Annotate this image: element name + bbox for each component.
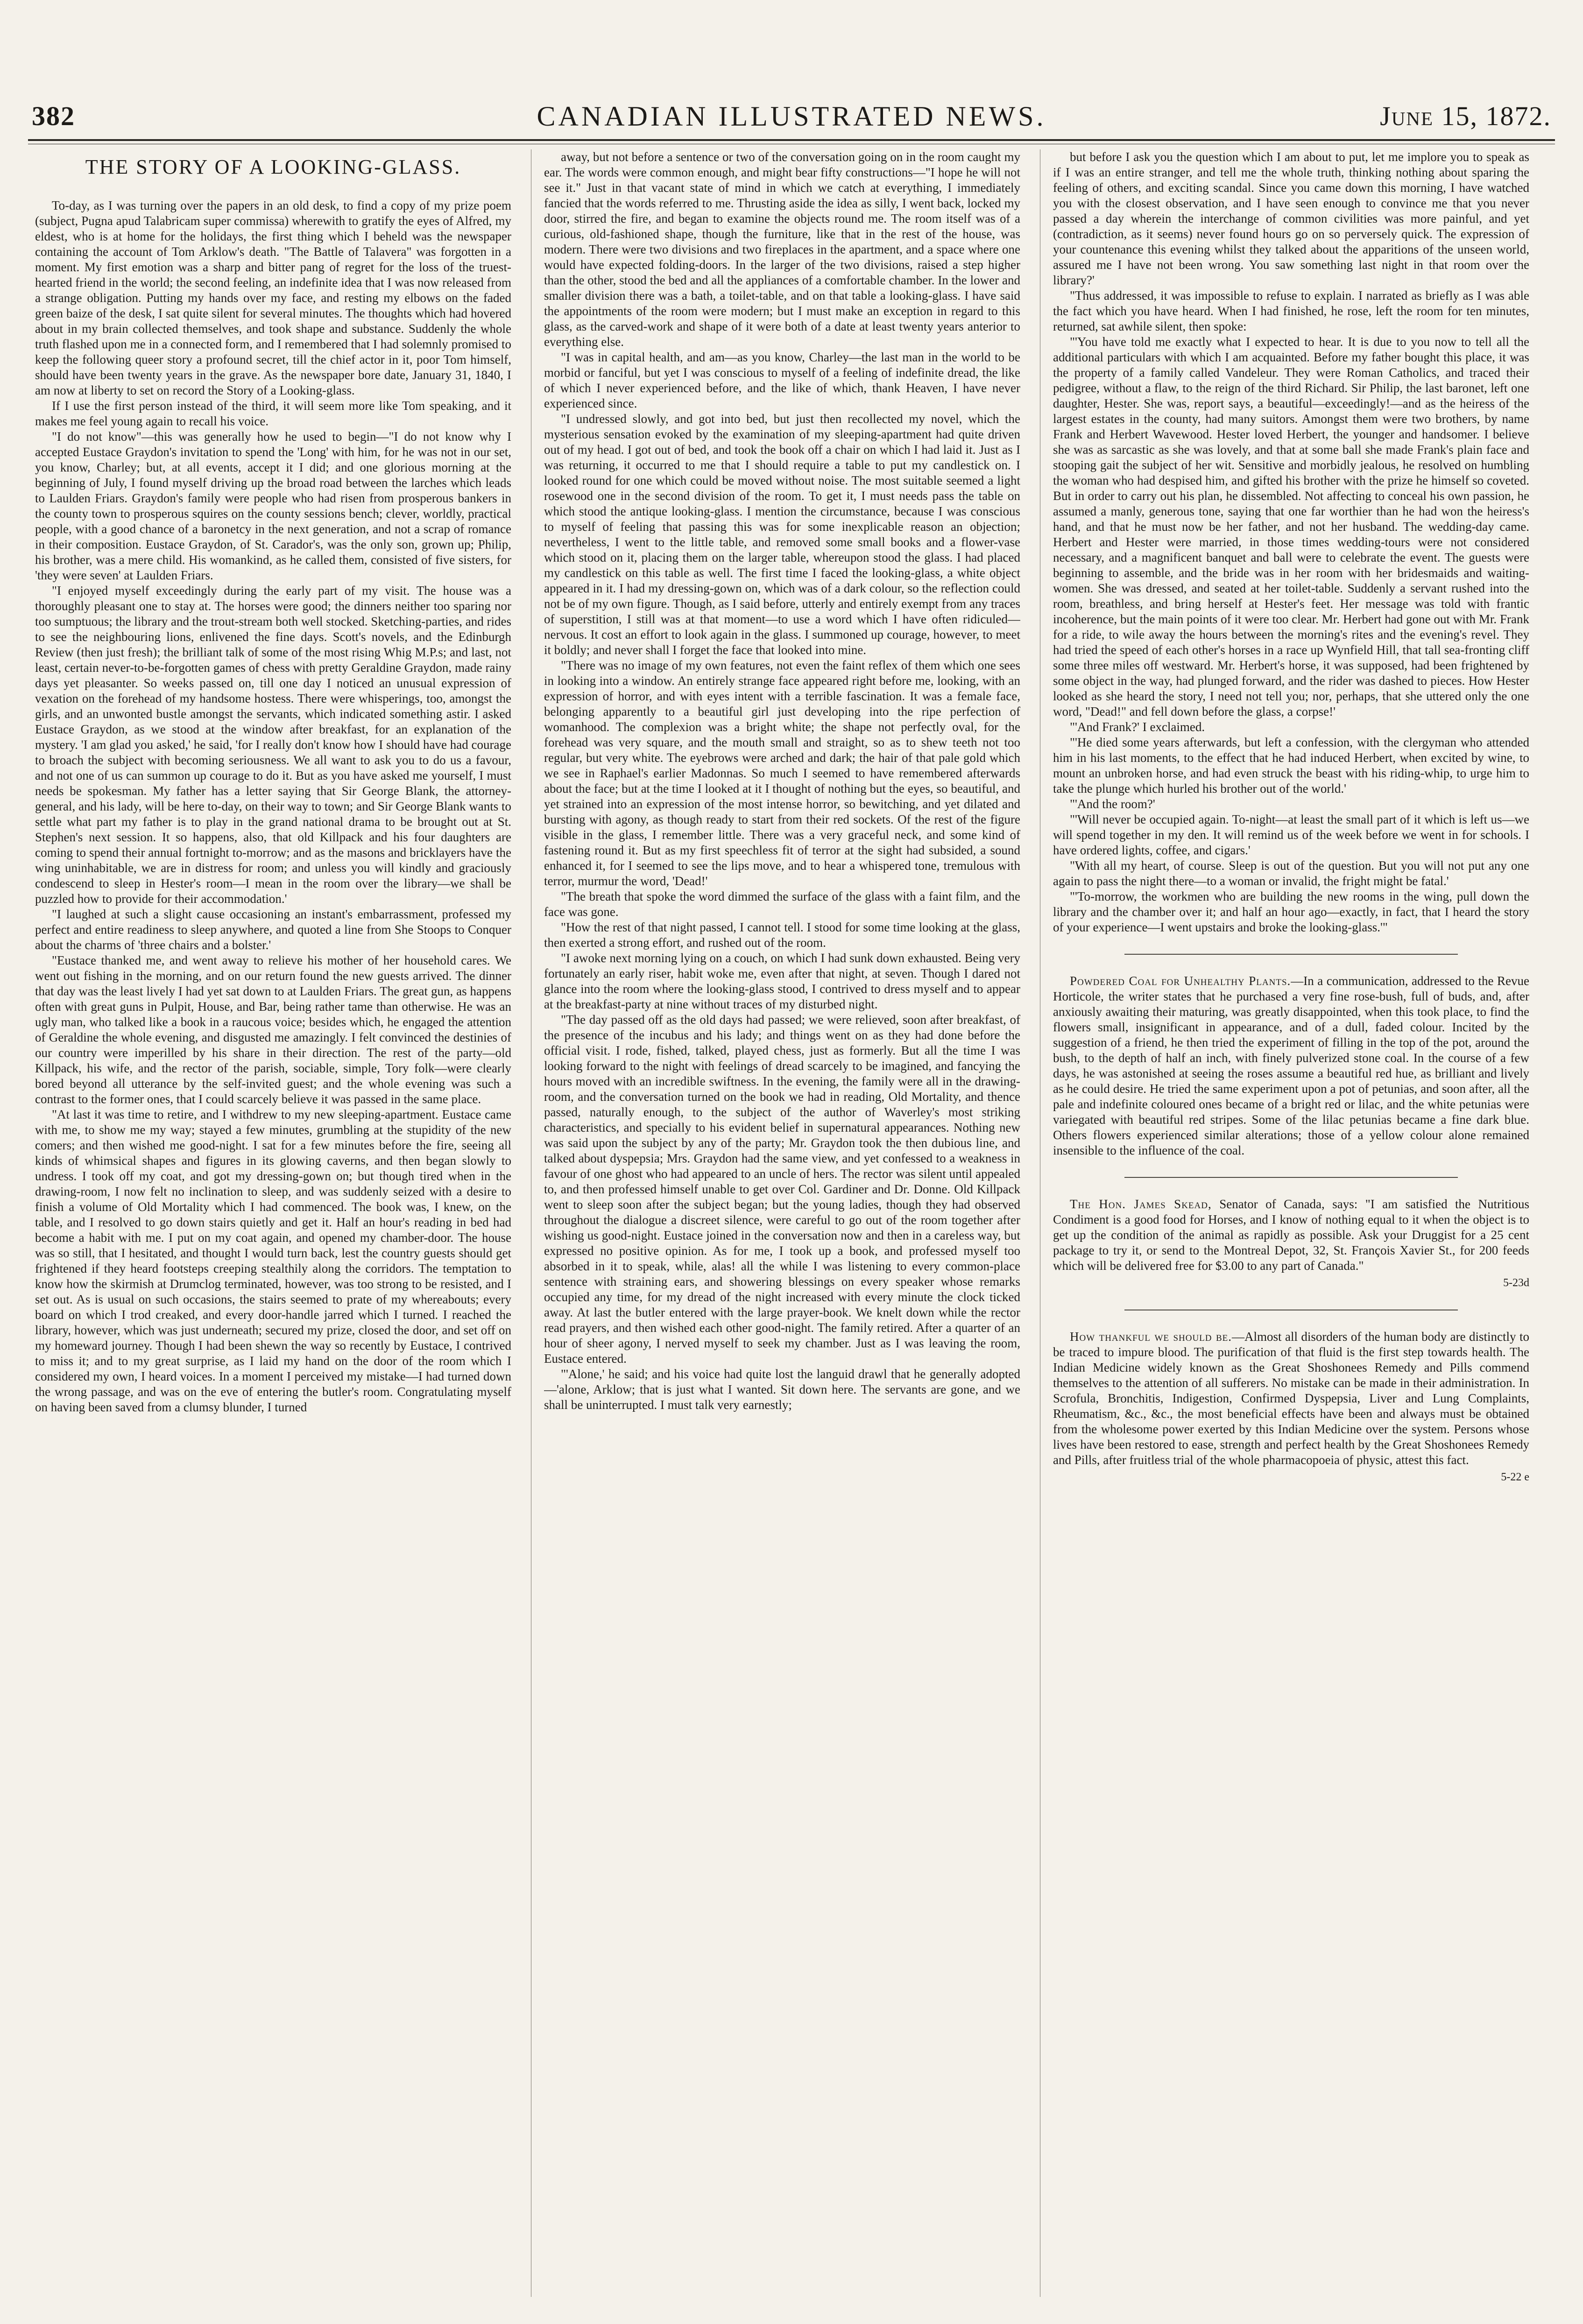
story-paragraph: "'And Frank?' I exclaimed.	[1070, 720, 1205, 734]
page-number: 382	[32, 101, 75, 131]
notice-body: Senator of Canada, says: "I am satisfied the Nutritious Condiment is a good food for Horses, and I know of nothing equal to it when the object is to get up the condition of the animal as rapidly as possible. Ask your Druggist for a 25 cent package to try it, or send to the Montreal Depot, 32, St. François Xavier St., for 200 feeds which will be delivered free for $3.00 to any part of Canada."	[1053, 1197, 1529, 1273]
notice-text	[1053, 1329, 1529, 1468]
story-paragraph: "'To-morrow, the workmen who are building the new rooms in the wing, pull down the library and the chamber over it; and half an hour ago—exactly, in fact, that I heard the story of your experience—I went upstairs and broke the looking-glass.'"	[1053, 889, 1529, 934]
story-paragraph: "'He died some years afterwards, but left a confession, with the clergyman who attended him in his last moments, to the effect that he had induced Herbert, when excited by wine, to mount an unbroken horse, and had even struck the beast with his riding-whip, to urge him to take the plunge which hurled his brother out of the world.'	[1053, 735, 1529, 796]
story-paragraph: "'And the room?'	[1070, 797, 1155, 811]
notice-body: —In a communication, addressed to the Revue Horticole, the writer states that he purchased a very fine rose-bush, full of buds, and, after anxiously awaiting their maturing, was greatly disappointed, when this took place, to find the flowers small, insignificant in appearance, and of a dull, faded colour. Incited by the suggestion of a friend, he then tried the experiment of filling in the top of the pot, around the bush, to the depth of half an inch, with finely pulverized stone coal. In the course of a few days, he was astonished at seeing the roses assume a beautiful red hue, as brilliant and lively as he could desire. He tried the same experiment upon a pot of petunias, and soon after, all the pale and indefinite coloured ones became of a bright red or lilac, and the white petunias were variegated with beautiful red stripes. Some of the lilac petunias became a fine dark blue. Others flowers experienced similar alterations; those of a yellow colour alone remained insensible to the influence of the coal.	[1053, 974, 1529, 1157]
story-paragraph: If I use the first person instead of the third, it will seem more like Tom speaking, and it makes me feel young again to recall his voice.	[35, 399, 511, 428]
story-paragraph: "There was no image of my own features, not even the faint reflex of them which one sees in looking into a window. An entirely strange face appeared right before me, looking, with an expression of horror, and with eyes intent with a terrible fascination. It was a female face, belonging apparently to a beautiful girl just developing into the ripe perfection of womanhood. The complexion was a bright white; the shape not perfectly oval, for the forehead was very square, and the mouth small and straight, so as to shew teeth not too regular, but very white. The eyebrows were arched and dark; the hair of that pale gold which we see in Raphael's earlier Madonnas. So much I seemed to have remembered afterwards about the face; but at the time I looked at it I thought of nothing but the eyes, so beautiful, and yet strained into an expression of the most intense horror, so bewitching, and yet dilated and bursting with agony, as though ready to start from their red sockets. Of the rest of the figure visible in the glass, I remember little. There was a very graceful neck, and some kind of fastening round it. But as my first speechless fit of terror at the sight had subsided, a sound enhanced it, for I seemed to see the lips move, and to hear a whispered tone, tremulous with terror, murmur the word, 'Dead!'	[544, 658, 1020, 888]
column-1	[35, 149, 511, 2297]
story-paragraph: "Eustace thanked me, and went away to relieve his mother of her household cares. We went out fishing in the morning, and on our return found the new guests arrived. The dinner that day was the least lively I had yet sat down to at Laulden Friars. The great gun, as happens often with great guns in Pulpit, House, and Bar, being rather tame than otherwise. He was an ugly man, who talked like a book in a raucous voice; besides which, he engaged the attention of Geraldine the whole evening, and disgusted me amazingly. I felt convinced the destinies of our country were imperilled by his share in their direction. The rest of the party—old Killpack, his wife, and the rector of the parish, sociable, simple, Tory folk—were clearly bored beyond all utterance by the self-invited guest; and the whole evening was such a contrast to the former ones, that I could scarcely believe it was passed in the same place.	[35, 953, 511, 1106]
issue-date: June 15, 1872.	[1380, 101, 1551, 131]
notice-code: 5-22 e	[1501, 1471, 1529, 1483]
story-paragraph: "Thus addressed, it was impossible to refuse to explain. I narrated as briefly as I was able the fact which you have heard. When I had finished, he rose, left the room for ten minutes, returned, sat awhile silent, then spoke:	[1053, 289, 1529, 333]
story-title: THE STORY OF A LOOKING-GLASS.	[85, 155, 461, 178]
story-paragraph: "'Alone,' he said; and his voice had quite lost the languid drawl that he generally adopted—'alone, Arklow; that is just what I wanted. Sit down here. The servants are gone, and we shall be uninterrupted. I must talk very earnestly;	[544, 1367, 1020, 1412]
section-separator	[1124, 1177, 1458, 1178]
notice-headline: The Hon. James Skead,	[1070, 1197, 1212, 1211]
notice-headline: How thankful we should be.	[1070, 1330, 1232, 1344]
story-paragraphs	[1053, 149, 1529, 935]
story-paragraph: "'Will never be occupied again. To-night—at least the small part of it which is left us—we will spend together in my den. It will remind us of the week before we went in for schools. I have ordered lights, coffee, and cigars.'	[1053, 812, 1529, 857]
notice-code: 5-23d	[1503, 1277, 1529, 1289]
story-paragraph: "I awoke next morning lying on a couch, on which I had sunk down exhausted. Being very fortunately an early riser, habit woke me, even after that night, at seven. Though I dared not glance into the room where the looking-glass stood, I contrived to dress myself and to appear at the breakfast-party at nine without traces of my disturbed night.	[544, 951, 1020, 1011]
story-paragraph: "At last it was time to retire, and I withdrew to my new sleeping-apartment. Eustace came with me, to show me my way; stayed a few minutes, grumbling at the stupidity of the new comers; and then wished me good-night. I sat for a few minutes before the fire, seeing all kinds of whimsical shapes and figures in its glowing caverns, and then began slowly to undress. I took off my coat, and got my dressing-gown on; but though tired when in the drawing-room, I now felt no inclination to sleep, and was suddenly seized with a desire to finish a volume of Old Mortality which I had commenced. The book was, I knew, on the table, and I resolved to go down stairs quietly and get it. Half an hour's reading in bed had become a habit with me. I put on my coat again, and opened my chamber-door. The house was so still, that I hesitated, and thought I would turn back, lest the country guests should get frightened if they heard footsteps creeping stealthily along the corridors. The temptation to know how the skirmish at Drumclog terminated, however, was too strong to be resisted, and I set out. As is usual on such occasions, the stairs seemed to prate of my whereabouts; every board on which I trod creaked, and every door-handle jarred which I turned. I reached the library, however, which was just underneath; secured my prize, closed the door, and set off on my homeward journey. Though I had been shewn the way so recently by Eustace, I contrived to miss it; and to my great surprise, as I laid my hand on the door of the room which I considered my own, I heard voices. In a moment I perceived my mistake—I had turned down the wrong passage, and was on the eve of entering the butler's room. Congratulating myself on having been saved from a clumsy blunder, I turned	[35, 1107, 511, 1414]
paper-title: CANADIAN ILLUSTRATED NEWS.	[537, 101, 1046, 132]
notice-shoshonees-remedy	[1053, 1329, 1529, 1485]
story-paragraph: but before I ask you the question which I am about to put, let me implore you to speak as if I was an entire stranger, and tell me the whole truth, thinking nothing about sparing the feeling of others, and exciting scandal. Since you came down this morning, I have watched you with the closest observation, and I have seen enough to convince me that you never passed a day wherein the interchange of common civilities was more painful, and yet (contradiction, as it seems) never found hours go on so perversely quick. The expression of your countenance this evening whilst they talked about the apparitions of the unseen world, assured me I have not been wrong. You saw something last night in that room over the library?'	[1053, 150, 1529, 287]
masthead-rule	[28, 139, 1555, 141]
story-paragraph: "How the rest of that night passed, I cannot tell. I stood for some time looking at the glass, then exerted a strong effort, and rushed out of the room.	[544, 920, 1020, 950]
story-paragraph: "I undressed slowly, and got into bed, but just then recollected my novel, which the mysterious sensation evoked by the examination of my sleeping-apartment had quite driven out of my head. I got out of bed, and took the book off a chair on which I had laid it. Just as I was returning, it occurred to me that I should require a table to put my candlestick on. I looked round for one which could be moved without noise. The most suitable seemed a light rosewood one in the second division of the room. To get it, I must needs pass the table on which stood the antique looking-glass. I mention the circumstance, because I was conscious to myself of feeling that passing this was for some inexplicable reason an objection; nevertheless, I went to the little table, and removed some small books and a flower-vase which stood on it, placing them on the larger table, whereupon stood the glass. I had placed my candlestick on this table as well. The first time I faced the looking-glass, a white object appeared in it. I had my dressing-gown on, which was of a dark colour, so the reflection could not be of my own figure. Though, as I said before, utterly and entirely exempt from any traces of superstition, I still was at that moment—to use a word which I have often ridiculed—nervous. It cost an effort to look again in the glass. I summoned up courage, however, to meet it boldly; and never shall I forget the face that looked into mine.	[544, 412, 1020, 657]
story-paragraph: "With all my heart, of course. Sleep is out of the question. But you will not put any one again to pass the night there—to a woman or invalid, the fright might be fatal.'	[1053, 859, 1529, 888]
story-paragraph: "I was in capital health, and am—as you know, Charley—the last man in the world to be morbid or fanciful, but yet I was conscious to myself of a feeling of indefinite dread, the like of which I never experienced before, and the like of which, thank Heaven, I have never experienced since.	[544, 350, 1020, 410]
story-paragraphs	[35, 198, 511, 1415]
story-paragraph: away, but not before a sentence or two of the conversation going on in the room caught my ear. The words were common enough, and might bear fifty constructions—"I hope he will not see it." Just in that vacant state of mind in which we catch at everything, I immediately fancied that the words referred to me. Thrusting aside the idea as silly, I went back, locked my door, stirred the fire, and began to examine the objects round me. The room itself was of a curious, old-fashioned shape, though the furniture, like that in the rest of the house, was modern. There were two divisions and two fireplaces in the apartment, and a space where one would have expected folding-doors. In the larger of the two divisions, raised a step higher than the other, stood the bed and all the appliances of a comfortable chamber. In the lower and smaller division there was a bath, a toilet-table, and on that table a looking-glass. I have said the appointments of the room were modern; but I must make an exception in regard to this glass, as the carved-work and shape of it were both of a date at least twenty years anterior to everything else.	[544, 150, 1020, 349]
notice-body: —Almost all disorders of the human body are distinctly to be traced to impure blood. The purification of that fluid is the first step towards health. The Indian Medicine widely known as the Great Shoshonees Remedy and Pills commend themselves to the attention of all sufferers. No mistake can be made in their administration. In Scrofula, Bronchitis, Indigestion, Confirmed Dyspepsia, Liver and Lung Complaints, Rheumatism, &c., &c., the most beneficial effects have been and always must be obtained from the wholesome power exerted by this Indian Medicine over the system. Persons whose lives have been restored to ease, strength and perfect health by the Great Shoshonees Remedy and Pills, after fruitless trial of the whole pharmacopoeia of physic, attest this fact.	[1053, 1330, 1529, 1467]
notice-text	[1053, 973, 1529, 1158]
story-paragraph: "I enjoyed myself exceedingly during the early part of my visit. The house was a thoroughly pleasant one to stay at. The horses were good; the dinners neither too sparing nor too sumptuous; the library and the trout-stream both well stocked. Sketching-parties, and rides to see the neighbouring lions, enlivened the fine days. Scott's novels, and the Edinburgh Review (then just fresh); the brilliant talk of some of the most rising Whig M.P.s; and last, not least, certain never-to-be-forgotten games of chess with pretty Geraldine Graydon, made rainy days yet pleasanter. So weeks passed on, till one day I noticed an unusual expression of vexation on the forehead of my handsome hostess. There were whisperings, too, amongst the girls, and an unwonted bustle amongst the servants, which indicated something astir. I asked Eustace Graydon, as we stood at the window after breakfast, for an explanation of the mystery. 'I am glad you asked,' he said, 'for I really don't know how I should have had courage to broach the subject with becoming seriousness. We all want to ask you to do us a favour, and not one of us can summon up courage to do it. But as you have asked me yourself, I must needs be spokesman. My father has a letter saying that Sir George Blank, the attorney-general, and his lady, will be here to-day, on their way to town; and Sir George Blank wants to settle what part my father is to play in the grand national drama to be brought out at St. Stephen's next session. It so happens, also, that old Killpack and his four daughters are coming to spend their annual fortnight to-morrow; and as the masons and bricklayers have the wing uninhabitable, we are in distress for room; and unless you will kindly and graciously condescend to sleep in Hester's room—I mean in the room over the library—we shall be puzzled how to provide for their accommodation.'	[35, 584, 511, 906]
notice-powdered-coal	[1053, 973, 1529, 1158]
masthead	[28, 100, 1555, 142]
story-paragraph: "I do not know"—this was generally how he used to begin—"I do not know why I accepted Eustace Graydon's invitation to spend the 'Long' with him, for he was not in our set, you know, Charley; but, at all events, accept it I did; and one glorious morning at the beginning of July, I found myself driving up the broad road between the larches which leads to Laulden Friars. Graydon's family were people who had risen from prosperous bankers in the county town to prosperous squires on the county sessions bench; clever, worldly, practical people, with a good chance of a baronetcy in the next generation, and not a scrap of romance in their composition. Eustace Graydon, of St. Carador's, was the only son, grown up; Philip, his brother, was a mere child. His womankind, as he called them, consisted of five sisters, for 'they were seven' at Laulden Friars.	[35, 430, 511, 582]
column-2	[544, 149, 1020, 2297]
notice-text	[1053, 1197, 1529, 1274]
column-3	[1053, 149, 1529, 2297]
notice-nutritious-condiment	[1053, 1197, 1529, 1291]
story-paragraphs	[544, 149, 1020, 1413]
story-paragraph: To-day, as I was turning over the papers in an old desk, to find a copy of my prize poem (subject, Pugna apud Talabricam super commissa) wherewith to gratify the eyes of Alfred, my eldest, who is at home for the holidays, the first thing which I beheld was the newspaper containing the account of Tom Arklow's death. "The Battle of Talavera" was forgotten in a moment. My first emotion was a sharp and bitter pang of regret for the loss of the truest-hearted friend in the world; the second feeling, an indefinite idea that I was now released from a strange obligation. Putting my hands over my face, and resting my elbows on the faded green baize of the desk, I sat quite silent for several minutes. The thoughts which had hovered about in my brain collected themselves, and took shape and substance. Suddenly the whole truth flashed upon me in a connected form, and I remembered that I had solemnly promised to keep the following queer story a profound secret, till the chief actor in it, poor Tom himself, should have been twenty years in the grave. As the newspaper bore date, January 31, 1840, I am now at liberty to set on record the Story of a Looking-glass.	[35, 198, 511, 397]
notice-headline: Powdered Coal for Unhealthy Plants.	[1070, 974, 1291, 988]
story-paragraph: "The breath that spoke the word dimmed the surface of the glass with a faint film, and the face was gone.	[544, 889, 1020, 919]
story-paragraph: "The day passed off as the old days had passed; we were relieved, soon after breakfast, of the presence of the incubus and his lady; and things went on as they had done before the official visit. I rode, fished, talked, played chess, just as formerly. But all the time I was looking forward to the night with feelings of dread scarcely to be imagined, and fancying the hours moved with an incredible swiftness. In the evening, the family were all in the drawing-room, and the conversation turned on the book we had in reading, Old Mortality, and thence passed, naturally enough, to the subject of the author of Waverley's most striking characteristics, and specially to his evident belief in supernatural appearances. Nothing new was said upon the subject by any of the party; Mr. Graydon took the then dubious line, and talked about dyspepsia; Mrs. Graydon had the same view, and yet confessed to a weakness in favour of one ghost who had appeared to an uncle of hers. The rector was silent until appealed to, and then professed himself unable to get over Col. Gardiner and Dr. Donne. Old Killpack went to sleep soon after the subject began; but the young ladies, though they had observed throughout the dialogue a discreet silence, were careful to go out of the room together after wishing us good-night. Eustace joined in the conversation now and then in a careless way, but expressed no positive opinion. As for me, I took up a book, and professed myself too absorbed in it to speak, while, alas! all the while I was listening to every common-place sentence with straining ears, and showering blessings on every speaker whose remarks occupied any time, for my dread of the night increased with every minute the clock ticked away. At last the butler entered with the large prayer-book. We knelt down while the rector read prayers, and then wished each other good-night. The family retired. After a quarter of an hour of sheer agony, I nerved myself to seek my chamber. Just as I was leaving the room, Eustace entered.	[544, 1013, 1020, 1366]
story-paragraph: "'You have told me exactly what I expected to hear. It is due to you now to tell all the additional particulars with which I am acquainted. Before my father bought this place, it was the property of a family called Vandeleur. They were Roman Catholics, and traced their pedigree, without a flaw, to the reign of the third Richard. Sir Philip, the last baronet, left one daughter, Hester. She was, report says, a beautiful—exceedingly!—and as the heiress of the largest estates in the county, had many suitors. Amongst them were two brothers, by name Frank and Herbert Wavewood. Hester loved Herbert, the younger and handsomer. I believe she was as sarcastic as she was lovely, and that at some ball she made Frank's plain face and stooping gait the subject of her wit. Sensitive and morbidly jealous, he resolved on humbling the woman who had despised him, and gifted his brother with the prize he himself so coveted. But in order to carry out his plan, he dissembled. Not affecting to conceal his own passion, he assumed a manly, generous tone, saying that one far worthier than he had won the heiress's hand, and that he must now be her father, and not her husband. The wedding-day came. Herbert and Hester were married, in those times wedding-tours were not considered necessary, and a magnificent banquet and ball were to celebrate the event. The guests were beginning to assemble, and the bride was in her room with her bridesmaids and waiting-women. She was dressed, and seated at her toilet-table. Suddenly a servant rushed into the room, breathless, and bring herself at Hester's feet. Her message was told with frantic incoherence, but the main points of it were too clear. Mr. Herbert had gone out with Mr. Frank for a ride, to wile away the hours between the morning's rites and the evening's revel. They had tried the speed of each other's horses in a race up Wynfield Hill, that tall sea-fronting cliff some three miles off westward. Mr. Herbert's horse, it was supposed, had been frightened by some object in the way, had plunged forward, and the rider was dashed to pieces. How Hester looked as she heard the story, I need not tell you; nor, perhaps, that she uttered only the one word, "Dead!" and fell down before the glass, a corpse!'	[1053, 335, 1529, 718]
section-separator	[1124, 954, 1458, 955]
story-paragraph: "I laughed at such a slight cause occasioning an instant's embarrassment, professed my perfect and entire readiness to sleep anywhere, and quoted a line from She Stoops to Conquer about the charms of 'three chairs and a bolster.'	[35, 907, 511, 952]
